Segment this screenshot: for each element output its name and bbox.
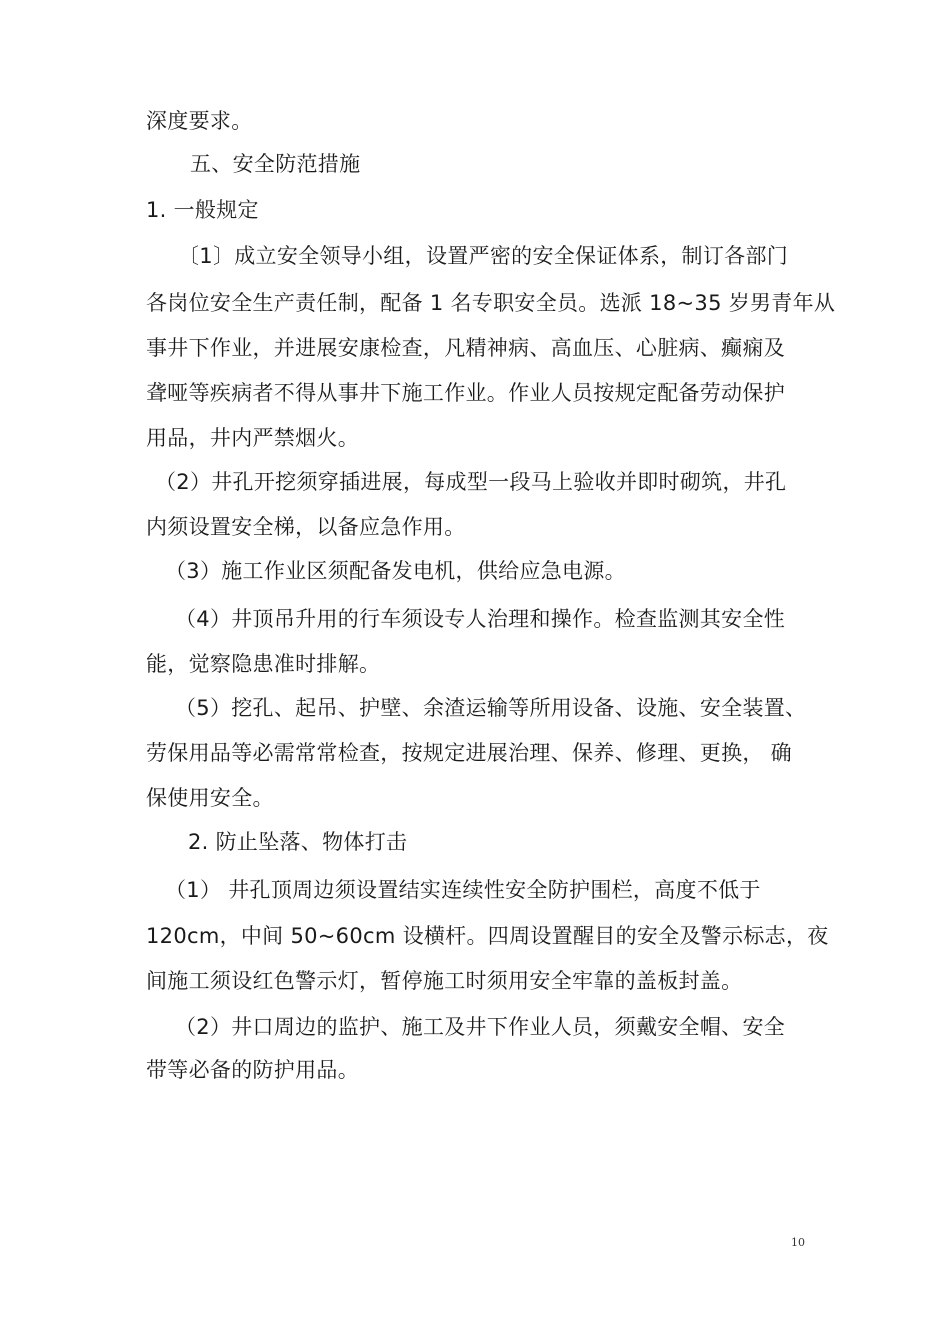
text-line: 间施工须设红色警示灯，暂停施工时须用安全牢靠的盖板封盖。 [146,969,743,993]
page-number: 10 [791,1236,805,1249]
text-line: 带等必备的防护用品。 [146,1058,359,1082]
text-line: 保使用安全。 [146,786,274,810]
text-line: （1） 井孔顶周边须设置结实连续性安全防护围栏，高度不低于 [165,878,761,902]
text-line: 聋哑等疾病者不得从事井下施工作业。作业人员按规定配备劳动保护 [146,381,785,405]
text-line: 事井下作业，并进展安康检查，凡精神病、高血压、心脏病、癫痫及 [146,336,785,360]
text-line: 能，觉察隐患准时排解。 [146,652,381,676]
subsection-heading: 1. 一般规定 [146,198,259,222]
text-line: （3）施工作业区须配备发电机，供给应急电源。 [165,559,626,583]
text-line: 深度要求。 [146,109,253,133]
text-line: （2）井口周边的监护、施工及井下作业人员，须戴安全帽、安全 [175,1015,786,1039]
text-line: （2）井孔开挖须穿插进展，每成型一段马上验收并即时砌筑，井孔 [155,470,787,494]
section-heading: 五、安全防范措施 [190,152,361,176]
text-line: 用品，井内严禁烟火。 [146,426,359,450]
text-line: （5）挖孔、起吊、护壁、余渣运输等所用设备、设施、安全装置、 [175,696,807,720]
subsection-heading: 2. 防止坠落、物体打击 [188,830,408,854]
text-line: 120cm，中间 50~60cm 设横杆。四周设置醒目的安全及警示标志，夜 [146,924,829,948]
text-line: 劳保用品等必需常常检查，按规定进展治理、保养、修理、更换， 确 [146,741,792,765]
text-line: 〔1〕成立安全领导小组，设置严密的安全保证体系，制订各部门 [178,244,789,268]
text-line: （4）井顶吊升用的行车须设专人治理和操作。检查监测其安全性 [175,607,786,631]
text-line: 内须设置安全梯，以备应急作用。 [146,515,466,539]
text-line: 各岗位安全生产责任制，配备 1 名专职安全员。选派 18~35 岁男青年从 [146,291,836,315]
